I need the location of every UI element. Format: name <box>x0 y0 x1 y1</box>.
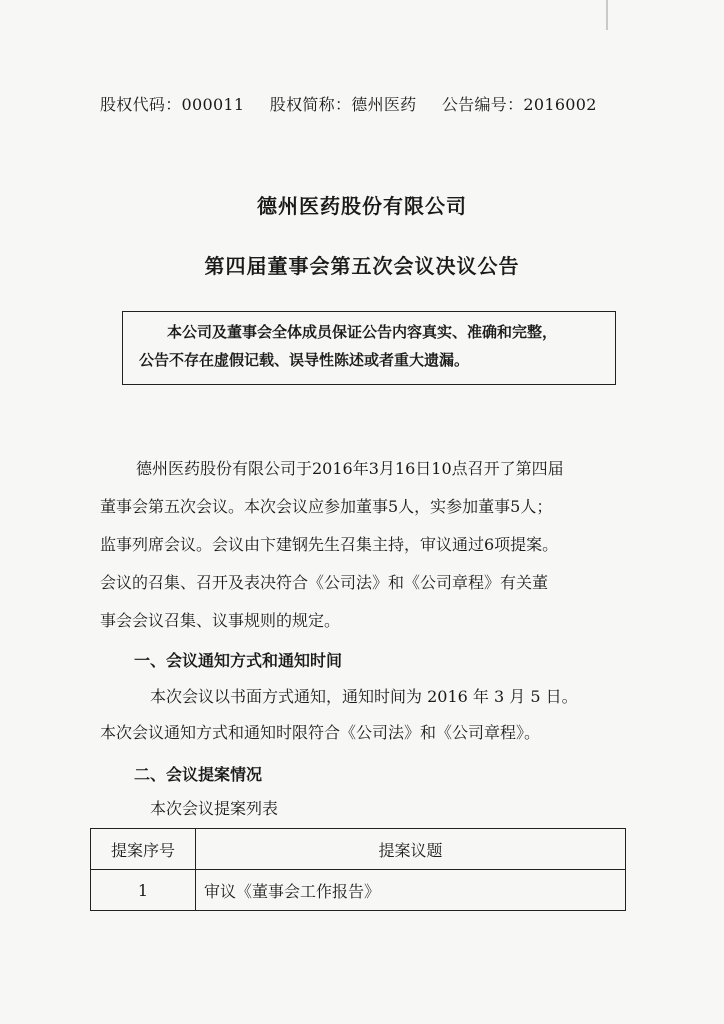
column-header-number: 提案序号 <box>91 829 196 870</box>
table-header-row <box>91 829 626 870</box>
section-1-line-1: 本次会议以书面方式通知，通知时间为 2016 年 3 月 5 日。 <box>150 687 578 706</box>
column-header-topic: 提案议题 <box>196 829 626 870</box>
intro-line-2: 董事会第五次会议。本次会议应参加董事5人，实参加董事5人； <box>100 497 553 516</box>
notice-number: 公告编号：2016002 <box>441 95 597 114</box>
section-2-heading: 二、会议提案情况 <box>134 765 263 784</box>
section-1-line-2: 本次会议通知方式和通知时限符合《公司法》和《公司章程》。 <box>100 723 541 742</box>
company-name: 德州医药股份有限公司 <box>257 194 467 218</box>
table-row <box>91 870 626 911</box>
proposal-table <box>90 828 626 911</box>
page-edge-mark <box>606 0 608 30</box>
intro-line-3: 监事列席会议。会议由卞建钢先生召集主持，审议通过6项提案。 <box>100 535 559 554</box>
disclaimer-box <box>122 311 616 385</box>
section-1-heading: 一、会议通知方式和通知时间 <box>134 651 343 670</box>
table-caption: 本次会议提案列表 <box>150 799 279 818</box>
disclaimer-line-2: 公告不存在虚假记载、误导性陈述或者重大遗漏。 <box>139 351 470 369</box>
disclaimer-line-1: 本公司及董事会全体成员保证公告内容真实、准确和完整， <box>167 323 558 341</box>
document-title: 第四届董事会第五次会议决议公告 <box>204 254 520 278</box>
intro-line-1: 德州医药股份有限公司于2016年3月16日10点召开了第四届 <box>136 459 564 478</box>
proposal-number: 1 <box>91 870 196 911</box>
stock-abbr: 股权简称：德州医药 <box>269 95 417 114</box>
intro-line-5: 事会会议召集、议事规则的规定。 <box>100 611 341 630</box>
intro-line-4: 会议的召集、召开及表决符合《公司法》和《公司章程》有关董 <box>100 573 549 592</box>
stock-code: 股权代码：000011 <box>100 95 245 114</box>
header-info <box>100 92 597 115</box>
proposal-topic: 审议《董事会工作报告》 <box>196 870 626 911</box>
